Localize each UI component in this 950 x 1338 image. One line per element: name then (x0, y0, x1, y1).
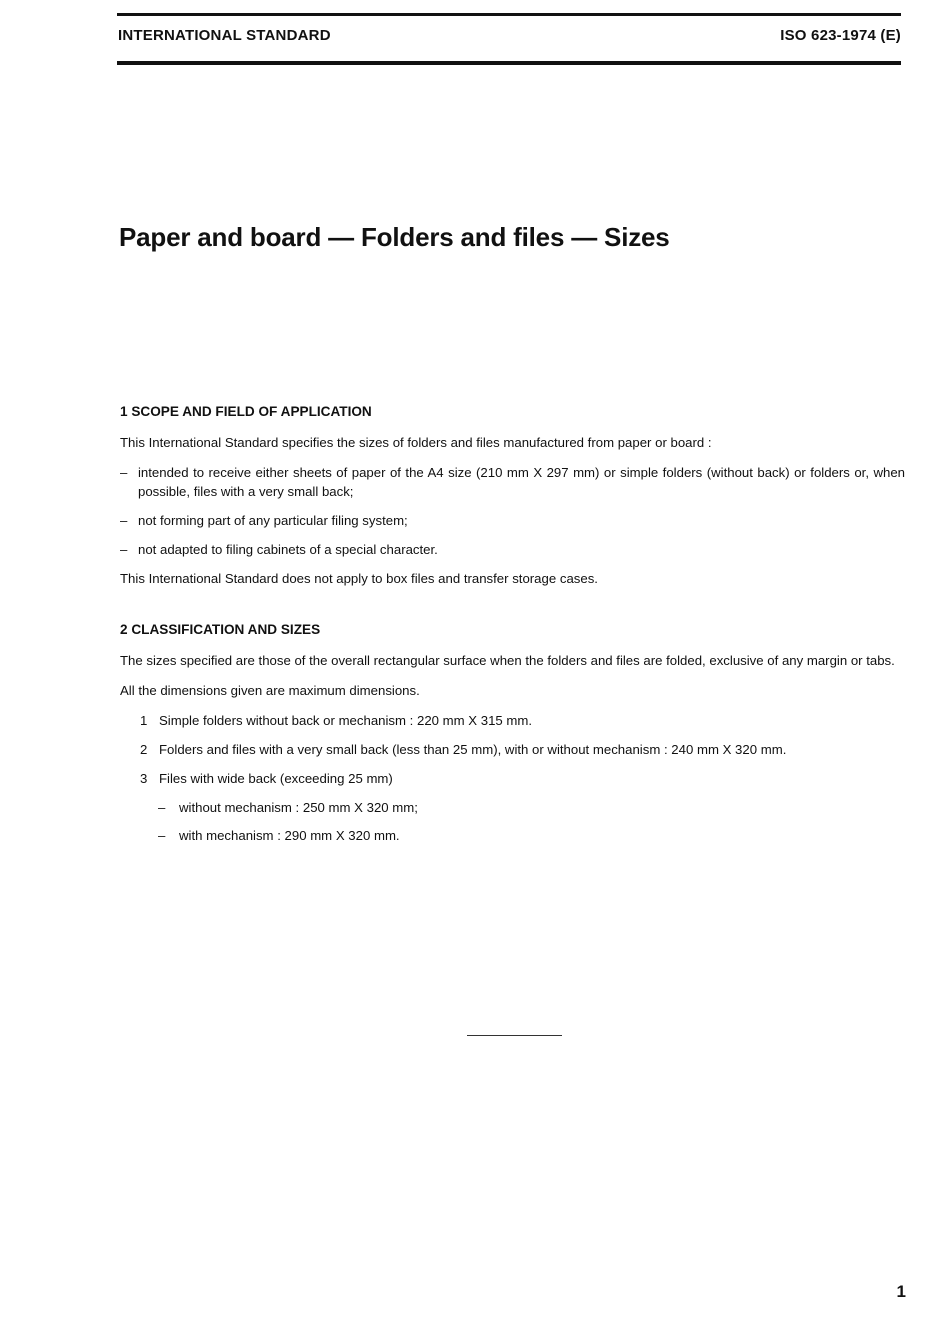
size-item (140, 740, 905, 759)
section-1-closing: This International Standard does not apply to box files and transfer storage cases. (120, 571, 598, 586)
header-bottom-rule (117, 61, 901, 65)
wide-back-subitem (158, 798, 905, 817)
dash-marker: – (120, 513, 128, 528)
size-item (140, 711, 905, 730)
section-1-heading: 1 SCOPE AND FIELD OF APPLICATION (120, 404, 372, 419)
header-top-rule (117, 13, 901, 16)
scope-bullet (120, 463, 905, 501)
header-standard-number: ISO 623-1974 (E) (780, 27, 901, 44)
dash-marker: – (120, 542, 128, 557)
size-item-number: 1 (140, 713, 148, 728)
section-2-heading: 2 CLASSIFICATION AND SIZES (120, 622, 321, 637)
scope-bullet-text: not forming part of any particular filing system; (138, 513, 408, 528)
size-list (140, 711, 905, 788)
subitem-text: with mechanism : 290 mm X 320 mm. (179, 828, 400, 843)
page-number: 1 (896, 1282, 906, 1301)
section-2-para-2: All the dimensions given are maximum dimensions. (120, 683, 420, 698)
section-1-intro: This International Standard specifies the sizes of folders and files manufactured from paper or board : (120, 435, 712, 450)
dash-marker: – (158, 800, 166, 815)
scope-bullet (120, 540, 905, 559)
wide-back-subitem (158, 826, 905, 845)
document-body (120, 402, 905, 854)
subitem-text: without mechanism : 250 mm X 320 mm; (179, 800, 418, 815)
size-item-text: Files with wide back (exceeding 25 mm) (159, 771, 393, 786)
size-item-number: 3 (140, 771, 148, 786)
size-item-text: Folders and files with a very small back (less than 25 mm), with or without mechanism : 240 mm X 320 mm. (159, 742, 787, 757)
dash-marker: – (120, 465, 128, 480)
size-item-text: Simple folders without back or mechanism : 220 mm X 315 mm. (159, 713, 533, 728)
document-title: Paper and board — Folders and files — Sizes (119, 222, 670, 252)
size-item (140, 769, 905, 788)
end-of-text-rule (467, 1035, 562, 1036)
header-standard-label: INTERNATIONAL STANDARD (118, 27, 331, 44)
size-item-number: 2 (140, 742, 148, 757)
scope-bullet-text: not adapted to filing cabinets of a special character. (138, 542, 438, 557)
section-2-para-1: The sizes specified are those of the overall rectangular surface when the folders and files are folded, exclusive of any margin or tabs. (120, 653, 895, 668)
scope-bullet (120, 511, 905, 530)
dash-marker: – (158, 828, 166, 843)
scope-bullet-text: intended to receive either sheets of paper of the A4 size (210 mm X 297 mm) or simple folders (without back) or folders or, when possible, files with a very small back; (138, 465, 905, 499)
